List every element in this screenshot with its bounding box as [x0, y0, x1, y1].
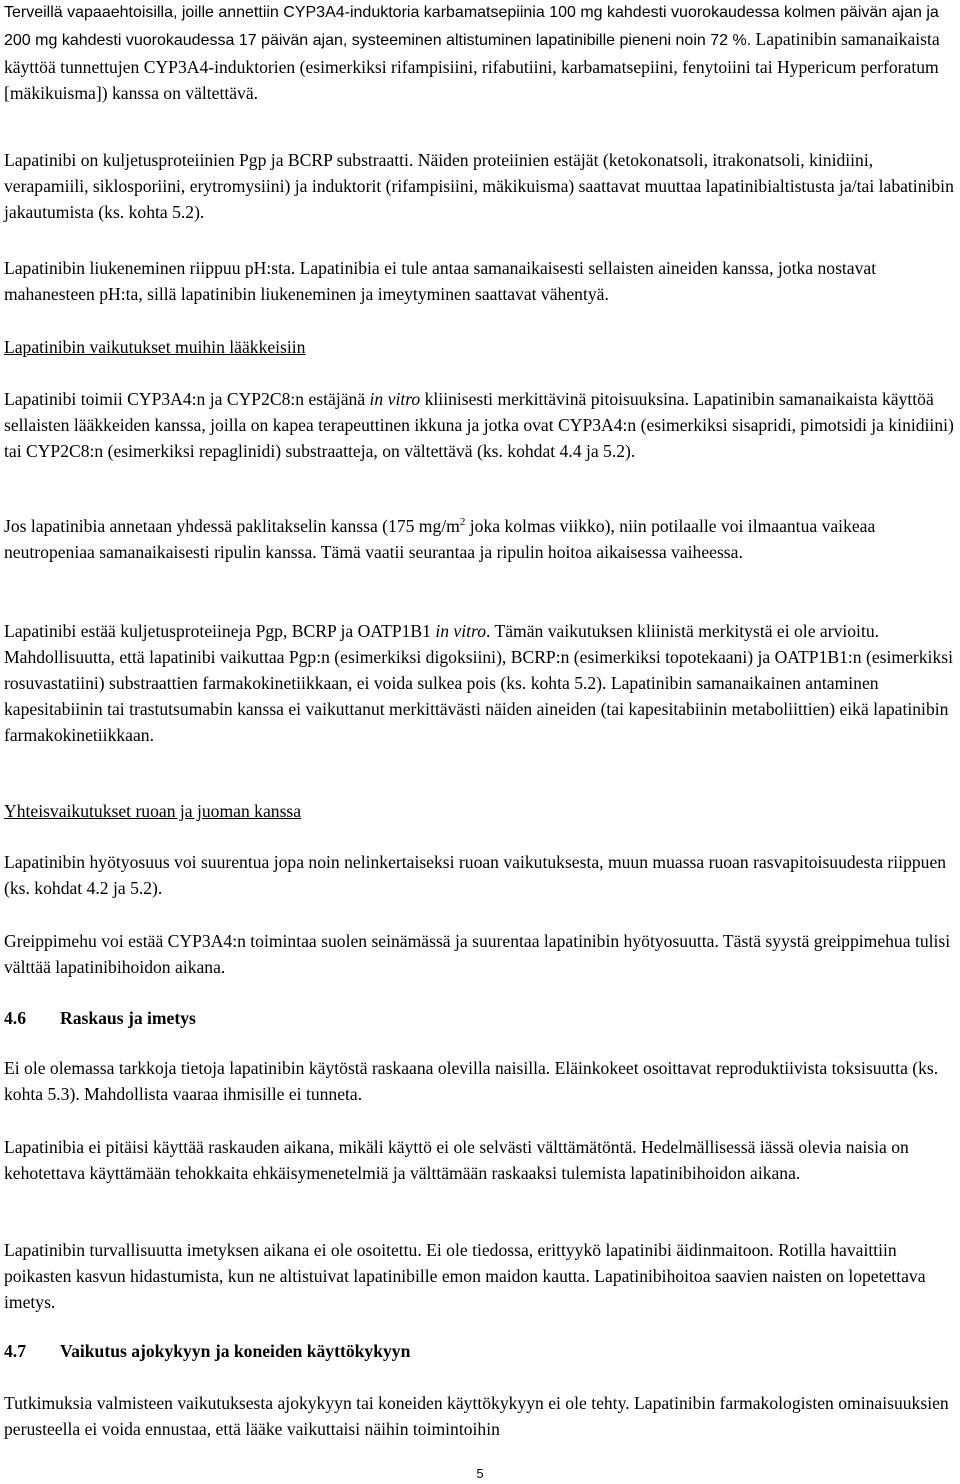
- section-number: 4.7: [4, 1341, 26, 1361]
- in-vitro-text: in vitro: [369, 389, 421, 409]
- superscript-2: 2: [459, 516, 466, 528]
- paragraph-pregnancy-data: Ei ole olemassa tarkkoja tietoja lapatinibin käytöstä raskaana olevilla naisilla. Eläinkokeet osoittavat reproduktiivista toksisuutta (ks. kohta 5.3). Mahdollista vaaraa ihmisille ei tunneta.: [4, 1058, 939, 1104]
- paragraph-transporter-inhibition: [4, 618, 956, 748]
- section-heading-4-6: [4, 1005, 956, 1031]
- paragraph-breastfeeding: Lapatinibin turvallisuutta imetyksen aikana ei ole osoitettu. Ei ole tiedossa, erittyykö lapatinibi äidinmaitoon. Rotilla havaittiin poikasten kasvun hidastumista, kun ne altistuivat lapatinibille emon maidon kautta. Lapatinibihoitoa saavien naisten on lopetettava imetys.: [4, 1240, 926, 1312]
- paragraph-transport-proteins: [4, 147, 956, 225]
- paragraph-ph-solubility: [4, 255, 956, 307]
- paragraph-ph-solubility-start: Lapatinibin liukeneminen riippuu pH:sta.: [4, 258, 300, 278]
- paragraph-cyp-inhibition: [4, 386, 956, 464]
- paragraph-transport-proteins-start: Lapatinibi on kuljetusproteiinien Pgp ja BCRP substraatti.: [4, 150, 418, 170]
- paragraph-paclitaxel-start: Jos lapatinibia annetaan yhdessä paklitakselin kanssa (175 mg/m: [4, 516, 460, 536]
- paragraph-cyp-inhibition-start: Lapatinibi toimii CYP3A4:n ja CYP2C8:n estäjänä: [4, 389, 370, 409]
- paragraph-carbamazepine: [4, 0, 956, 106]
- paragraph-paclitaxel: [4, 513, 956, 565]
- paragraph-transporter-inhibition-start: Lapatinibi estää kuljetusproteiineja Pgp, BCRP ja OATP1B1: [4, 621, 436, 641]
- paragraph-transporter-inhibition-rest: . Tämän vaikutuksen kliinistä merkitystä ei ole arvioitu. Mahdollisuutta, että lapatinibi vaikuttaa Pgp:n (esimerkiksi digoksiini), BCRP:n (esimerkiksi topotekaani) ja OATP1B1:n (esimerkiksi rosuvastatiini) substraattien farmakokinetiikkaan, ei voida sulkea pois (ks. kohta 5.2). Lapatinibin samanaikainen antaminen kapesitabiinin tai trastutsumabin kanssa ei vaikuttanut merkittävästi näiden aineiden (tai kapesitabiinin metaboliittien) eikä lapatinibin farmakokinetiikkaan.: [4, 621, 953, 745]
- in-vitro-text: in vitro: [435, 621, 487, 641]
- paragraph-transport-proteins-rest: Näiden proteiinien estäjät (ketokonatsoli, itrakonatsoli, kinidiini, verapamiili, siklosporiini, erytromysiini) ja induktorit (rifampisiini, mäkikuisma) saattavat muuttaa lapatinibialtistusta ja/tai labatinibin jakautumista (ks. kohta 5.2).: [4, 150, 954, 222]
- paragraph-grapefruit: Greippimehu voi estää CYP3A4:n toimintaa suolen seinämässä ja suurentaa lapatinibin hyötyosuutta. Tästä syystä greippimehua tulisi välttää lapatinibihoidon aikana.: [4, 931, 951, 977]
- section-title: Vaikutus ajokykyyn ja koneiden käyttökykyyn: [60, 1341, 411, 1361]
- paragraph-driving: Tutkimuksia valmisteen vaikutuksesta ajokykyyn tai koneiden käyttökykyyn ei ole tehty. Lapatinibin farmakologisten ominaisuuksien perusteella ei voida ennustaa, että lääke vaikuttaisi näihin toimintoihin: [4, 1393, 949, 1439]
- paragraph-cyp-inhibition-rest: kliinisesti merkittävinä pitoisuuksina. Lapatinibin samanaikaista käyttöä sellaisten lääkkeiden kanssa, joilla on kapea terapeuttinen ikkuna ja jotka ovat CYP3A4:n (esimerkiksi sisapridi, pimotsidi ja kinidiini) tai CYP2C8:n (esimerkiksi repaglinidi) substraatteja, on vältettävä (ks. kohdat 4.4 ja 5.2).: [4, 389, 954, 461]
- section-title: Raskaus ja imetys: [60, 1008, 196, 1028]
- section-number: 4.6: [4, 1008, 26, 1028]
- paragraph-carbamazepine-start: Terveillä vapaaehtoisilla, joille annettiin CYP3A4-induktoria karbamatsepiinia 100 mg kahdesti vuorokaudessa kolmen päivän ajan ja 200 mg kahdesti vuorokaudessa 17 päivän ajan, systeeminen altistuminen lapatinibille pieneni noin 72 %.: [4, 4, 939, 49]
- paragraph-paclitaxel-rest: joka kolmas viikko), niin potilaalle voi ilmaantua vaikeaa neutropeniaa samanaikaisesti ripulin kanssa. Tämä vaatii seurantaa ja ripulin hoitoa aikaisessa vaiheessa.: [4, 516, 876, 562]
- heading-food-interactions: Yhteisvaikutukset ruoan ja juoman kanssa: [4, 801, 302, 821]
- paragraph-carbamazepine-rest: Lapatinibin samanaikaista käyttöä tunnettujen CYP3A4-induktorien (esimerkiksi rifampisiini, rifabutiini, karbamatsepiini, fenytoiini tai Hypericum perforatum [mäkikuisma]) kanssa on vältettävä.: [4, 29, 940, 103]
- section-heading-4-7: [4, 1338, 956, 1364]
- paragraph-ph-solubility-rest: Lapatinibia ei tule antaa samanaikaisesti sellaisten aineiden kanssa, jotka nostavat mahanesteen pH:ta, sillä lapatinibin liukeneminen ja imeytyminen saattavat vähentyä.: [4, 258, 877, 304]
- paragraph-food-bioavailability: Lapatinibin hyötyosuus voi suurentua jopa noin nelinkertaiseksi ruoan vaikutuksesta, muun muassa ruoan rasvapitoisuudesta riippuen (ks. kohdat 4.2 ja 5.2).: [4, 852, 947, 898]
- heading-effects-on-other-drugs: Lapatinibin vaikutukset muihin lääkkeisiin: [4, 337, 306, 357]
- paragraph-pregnancy-use: Lapatinibia ei pitäisi käyttää raskauden aikana, mikäli käyttö ei ole selvästi välttämätöntä. Hedelmällisessä iässä olevia naisia on kehotettava käyttämään tehokkaita ehkäisymenetelmiä ja välttämään raskaaksi tulemista lapatinibihoidon aikana.: [4, 1137, 909, 1183]
- page-number: 5: [476, 1466, 484, 1481]
